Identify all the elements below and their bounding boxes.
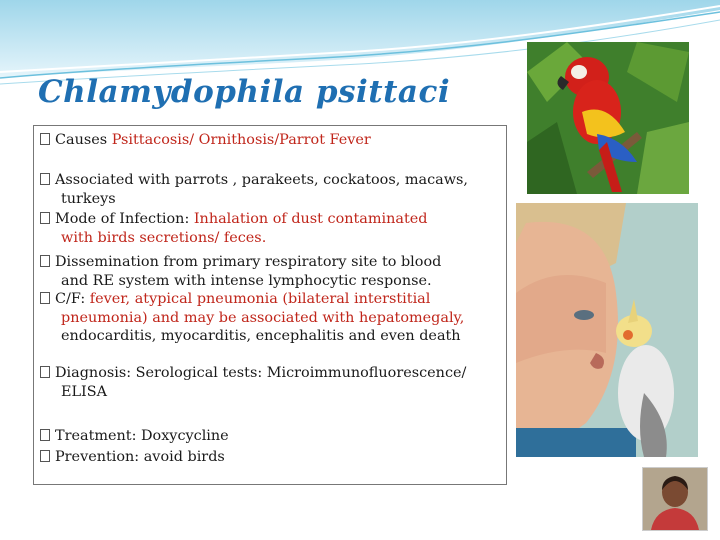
bullet-item: [40, 210, 500, 247]
bullet-text: turkeys: [61, 190, 116, 207]
bullet-item: [40, 427, 500, 446]
bullet-line: [40, 383, 500, 402]
bullet-item: [40, 448, 500, 467]
slide-title: Chlamydophila psittaci: [38, 74, 451, 110]
square-bullet-icon: [40, 366, 50, 378]
square-bullet-icon: [40, 255, 50, 267]
square-bullet-icon: [40, 450, 50, 462]
bullet-line: [40, 272, 500, 291]
bullet-text: Inhalation of dust contaminated: [193, 211, 428, 227]
bullet-text: Psittacosis/ Ornithosis/Parrot Fever: [111, 132, 371, 148]
square-bullet-icon: [40, 133, 50, 145]
bullet-item: [40, 253, 500, 290]
bullet-text: Associated with parrots , parakeets, cockatoos, macaws,: [55, 172, 468, 188]
bullet-text: Dissemination from primary respiratory site to blood: [55, 254, 442, 270]
bullet-line: [40, 309, 500, 328]
bullet-text: Mode of Infection:: [55, 211, 194, 227]
scarlet-macaw-photo: [527, 42, 689, 194]
content-box: [33, 125, 507, 485]
bullet-text: and RE system with intense lymphocytic response.: [61, 272, 432, 289]
bullet-item: [40, 131, 500, 150]
bullet-text: with birds secretions/ feces.: [61, 229, 267, 246]
bullet-line: [40, 254, 441, 270]
bullet-line: [40, 132, 371, 148]
square-bullet-icon: [40, 173, 50, 185]
bullet-line: [40, 428, 229, 444]
square-bullet-icon: [40, 429, 50, 441]
bullet-line: [40, 229, 500, 248]
bullet-text: ELISA: [61, 383, 107, 400]
bullet-line: [40, 190, 500, 209]
bullet-text: fever, atypical pneumonia (bilateral interstitial: [89, 291, 431, 307]
bullet-text: C/F:: [55, 291, 90, 307]
bullet-item: [40, 171, 500, 208]
bullet-line: [40, 365, 466, 381]
woman-with-cockatiel-photo: [516, 203, 698, 457]
square-bullet-icon: [40, 212, 50, 224]
bullet-line: [40, 211, 428, 227]
bullet-text: Prevention: avoid birds: [55, 449, 225, 465]
presenter-avatar-photo: [642, 467, 708, 531]
bullet-item: [40, 290, 500, 346]
bullet-text: Causes: [55, 132, 112, 148]
bullet-text: endocarditis, myocarditis, encephalitis and even death: [61, 328, 461, 344]
bullet-text: pneumonia) and may be associated with hepatomegaly,: [61, 309, 465, 326]
bullet-line: [40, 172, 468, 188]
bullet-line: [40, 291, 430, 307]
bullet-text: Treatment: Doxycycline: [55, 428, 229, 444]
bullet-text: Diagnosis: Serological tests: Microimmunofluorescence/: [55, 365, 467, 381]
square-bullet-icon: [40, 292, 50, 304]
bullet-line: [40, 327, 500, 346]
bullet-item: [40, 364, 500, 401]
bullet-line: [40, 449, 225, 465]
